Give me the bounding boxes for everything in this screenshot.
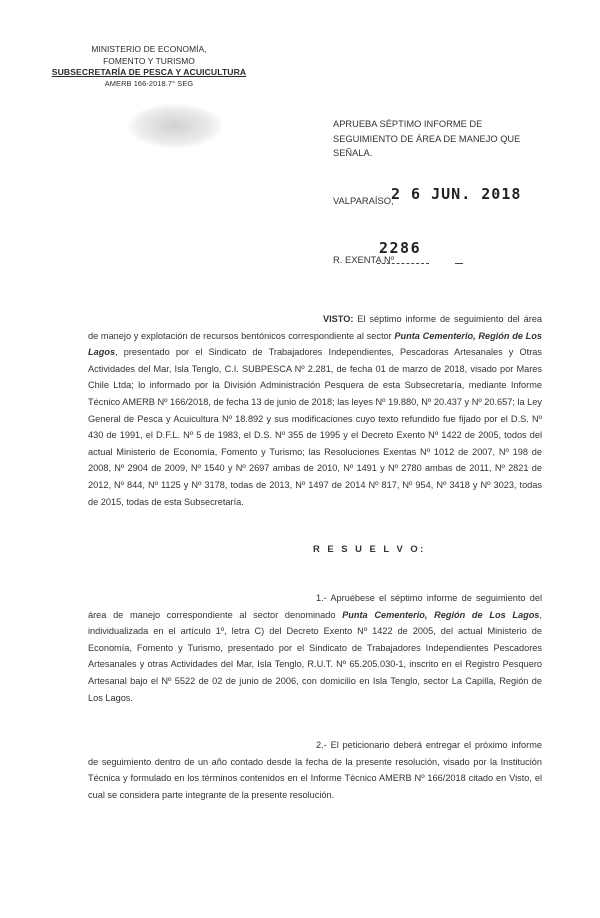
visto-paragraph [88,311,542,510]
article-1-text-1: Apruébese el séptimo informe de seguimiento del área de manejo correspondiente al sector denominado [88,593,542,620]
letterhead [44,44,254,89]
subsecretaria-name: SUBSECRETARÍA DE PESCA Y ACUICULTURA [51,67,247,77]
article-2-paragraph [88,737,542,803]
place: VALPARAÍSO, [333,195,394,206]
article-1-number: 1.- [316,593,327,603]
reference-code: AMERB 166-2018.7° SEG [104,78,194,88]
visto-sector: Punta Cementerio, Región de Los Lagos [88,330,542,358]
ministry-line-1: MINISTERIO DE ECONOMÍA, [91,44,207,54]
resolution-number: 2286 [379,239,422,257]
resolution-label: R. EXENTA Nº [333,254,395,265]
article-1-paragraph [88,590,542,706]
ministry-line-2: FOMENTO Y TURISMO [103,55,195,66]
resolution-number-underline [377,263,429,264]
official-stamp [128,104,222,148]
visto-label: VISTO: [323,314,354,324]
place-and-date [333,185,553,209]
article-1-text-2: , individualizada en el artículo 1º, letra C) del Decreto Exento Nº 1422 de 2005, del actual Ministerio de Economía, Fomento y Turismo, presentado por el Sindicato de Trabajadores Independientes Pescadores Artesanales y otras Actividades del Mar, Isla Tenglo, R.U.T. Nº 65.205.030-1, inscrito en el Registro Pesquero Artesanal bajo el Nº 5522 de 02 de junio de 2006, con domicilio en Isla Tenglo, sector La Capilla, Región de Los Lagos. [88,609,542,703]
article-2-number: 2.- [316,740,327,750]
resuelvo-heading: R E S U E L V O: [313,543,426,554]
visto-text-2: , presentado por el Sindicato de Trabajadores Independientes, Pescadoras Artesanales y Otras Actividades del Mar, Isla Tenglo, C.I. SUBPESCA Nº 2.281, de fecha 01 de marzo de 2018, visado por Mares Chile Ltda; lo informado por la División Administración Pesquera de esta Subsecretaría, mediante Informe Técnico AMERB Nº 166/2018, de fecha 13 de junio de 2018; las leyes Nº 19.880, Nº 20.437 y Nº 20.657; la Ley General de Pesca y Acuicultura Nº 18.892 y sus modificaciones cuyo texto refundido fue fijado por el D.S. Nº 430 de 1991, el D.F.L. Nº 5 de 1983, el D.S. Nº 355 de 1995 y el Decreto Exento Nº 1422 de 2005, todos del actual Ministerio de Economía, Fomento y Turismo; las Resoluciones Exentas Nº 1012 de 2007, Nº 198 de 2008, Nº 2904 de 2009, Nº 1540 y Nº 2697 ambas de 2010, Nº 1491 y Nº 2780 ambas de 2011, Nº 2821 de 2012, Nº 844, Nº 1125 y Nº 3178, todas de 2013, Nº 1497 de 2014 Nº 817, Nº 954, Nº 3418 y Nº 3023, todas de 2015, todas de esta Subsecretaría. [88,347,542,507]
resolution-subject: APRUEBA SÉPTIMO INFORME DE SEGUIMIENTO DE ÁREA DE MANEJO QUE SEÑALA. [333,119,521,158]
resolution-number-block [333,237,553,267]
article-2-text: El peticionario deberá entregar el próximo informe de seguimiento dentro de un año contado desde la fecha de la presente resolución, visado por la Institución Técnica y formulado en los términos contenidos en el Informe Técnico AMERB Nº 166/2018 citado en Visto, el cual se considera parte integrante de la presente resolución. [88,740,542,800]
resolution-dash [455,263,463,264]
article-1-sector: Punta Cementerio, Región de Los Lagos [342,609,540,620]
date-stamp: 2 6 JUN. 2018 [391,185,522,203]
visto-text-1: El séptimo informe de seguimiento del área de manejo y explotación de recursos bentónicos correspondiente al sector [88,314,542,341]
